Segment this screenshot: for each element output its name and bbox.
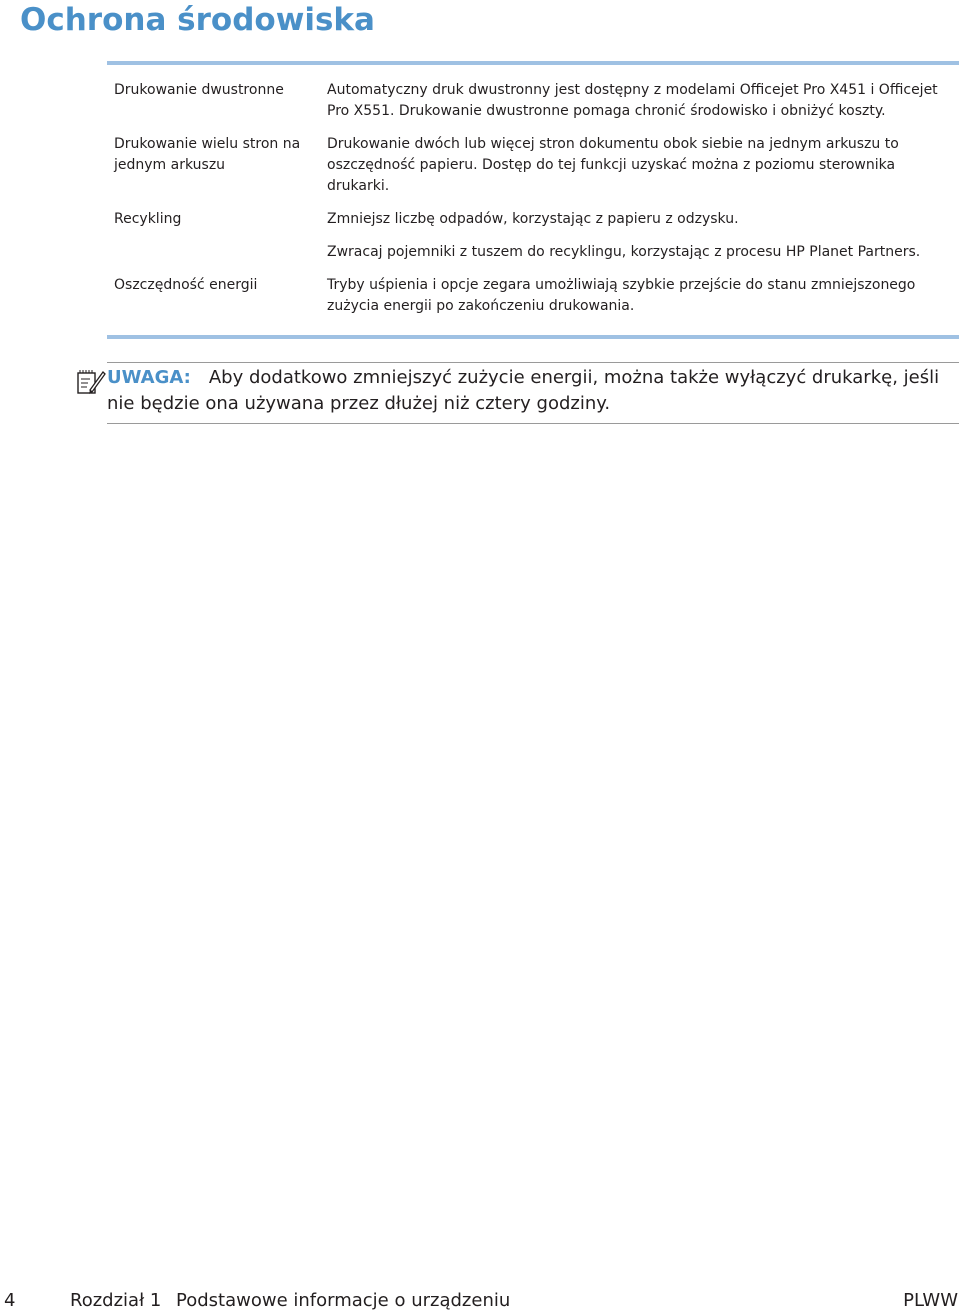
row-text-duplex: Automatyczny druk dwustronny jest dostępny z modelami Officejet Pro X451 i Officejet Pro X551. Drukowanie dwustronne pomaga chronić środowisko i obniżyć koszty.: [327, 82, 938, 119]
footer-chapter: Rozdział 1: [70, 1290, 162, 1311]
row-text-energy: Tryby uśpienia i opcje zegara umożliwiają szybkie przejście do stanu zmniejszonego zużycia energii po zakończeniu drukowania.: [327, 277, 916, 314]
note-text: Aby dodatkowo zmniejszyć zużycie energii, można także wyłączyć drukarkę, jeśli nie będzie ona używana przez dłużej niż cztery godziny.: [107, 367, 940, 414]
table-row: [107, 209, 959, 242]
row-label-multipage: Drukowanie wielu stron na jednym arkuszu: [114, 136, 301, 173]
table-row: [107, 134, 959, 209]
table-row: [107, 80, 959, 134]
row-text-cartridge-return: Zwracaj pojemniki z tuszem do recyklingu, korzystając z procesu HP Planet Partners.: [327, 244, 921, 260]
row-label-recycling: Recykling: [114, 211, 182, 227]
note-label: UWAGA:: [107, 367, 191, 388]
table-bottom-rule: [107, 335, 959, 339]
note-body: [76, 363, 959, 423]
row-label-duplex: Drukowanie dwustronne: [114, 82, 284, 98]
note-block: [76, 362, 959, 424]
feature-table: [107, 61, 959, 339]
row-text-recycling: Zmniejsz liczbę odpadów, korzystając z papieru z odzysku.: [327, 211, 739, 227]
page-title: Ochrona środowiska: [20, 2, 375, 38]
row-label-energy: Oszczędność energii: [114, 277, 258, 293]
table-row: [107, 275, 959, 329]
table-body: [107, 65, 959, 335]
note-bottom-rule: [107, 423, 959, 424]
footer-chapter-title: Podstawowe informacje o urządzeniu: [176, 1290, 511, 1311]
table-row: [107, 242, 959, 275]
footer-page-number: 4: [4, 1290, 16, 1311]
row-label-empty: [107, 242, 327, 263]
footer-code: PLWW: [903, 1290, 958, 1311]
row-text-multipage: Drukowanie dwóch lub więcej stron dokumentu obok siebie na jednym arkuszu to oszczędność papieru. Dostęp do tej funkcji uzyskać można z poziomu sterownika drukarki.: [327, 136, 899, 194]
page-footer: [0, 1289, 960, 1313]
note-pencil-icon: [76, 368, 106, 396]
